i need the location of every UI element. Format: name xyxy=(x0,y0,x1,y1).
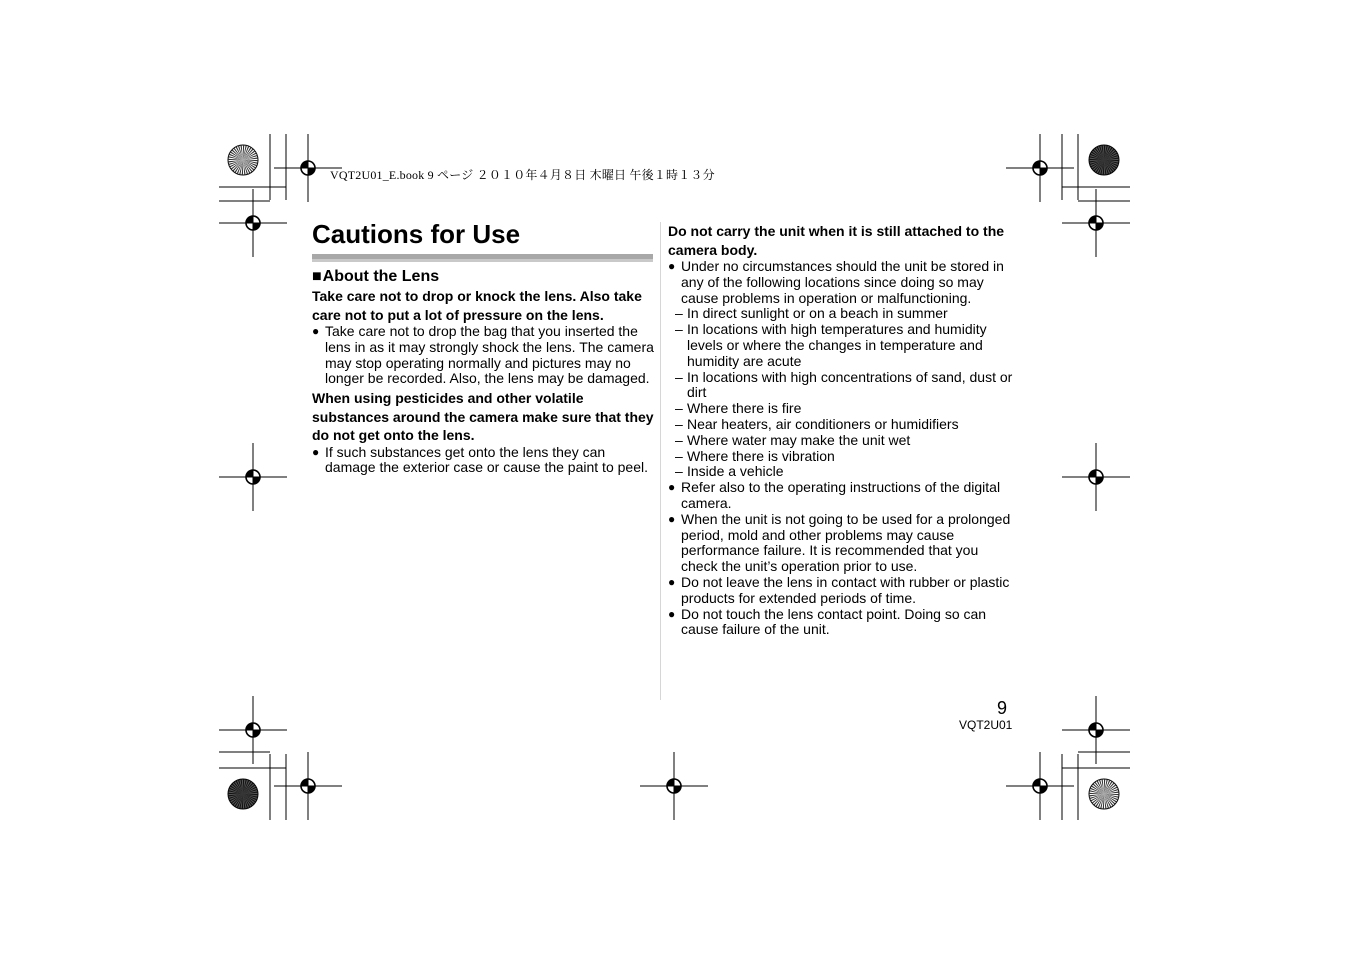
registration-mark-icon xyxy=(1006,752,1074,820)
list-item: ● Refer also to the operating instructions of the digital camera. xyxy=(668,479,1001,511)
registration-mark-icon xyxy=(640,752,708,820)
column-divider xyxy=(660,222,661,700)
section-title: About the Lens xyxy=(322,268,440,285)
model-code: VQT2U01 xyxy=(959,718,1013,732)
bullet-icon: ● xyxy=(668,259,676,273)
registration-mark-icon xyxy=(274,752,342,820)
bullet-icon: ● xyxy=(312,324,320,338)
location-item: – In direct sunlight or on a beach in summer xyxy=(675,305,948,322)
registration-mark-icon xyxy=(219,189,287,257)
list-item: ● When the unit is not going to be used for a prolonged period, mold and other problems may cause performance failure. It is recommended that you check the unit’s operation prior to use. xyxy=(668,510,1011,575)
bullet-icon: ● xyxy=(668,574,676,589)
bullet-icon: ● xyxy=(668,480,676,495)
title-underline xyxy=(312,254,653,262)
star-target-icon xyxy=(1089,779,1119,809)
list-item: ● Under no circumstances should the unit be stored in any of the following locations since doing so may cause problems in operation or malfunctioning. xyxy=(668,258,1004,306)
list-item: ● Take care not to drop the bag that you inserted the lens in as it may strongly shock the lens. The camera may stop operating normally and pictures may no longer be recorded. Also, the lens may be damaged. xyxy=(312,323,654,387)
location-item: – In locations with high concentrations of sand, dust or dirt xyxy=(675,368,1013,401)
page-number: 9 xyxy=(997,698,1008,718)
location-item: – Inside a vehicle xyxy=(675,463,784,480)
location-item: – Where there is fire xyxy=(675,400,802,417)
section-marker: ■ xyxy=(312,268,322,285)
list-item: ● Do not touch the lens contact point. Doing so can cause failure of the unit. xyxy=(668,605,987,638)
left-column xyxy=(312,266,658,476)
header-slug: VQT2U01_E.book 9 ページ ２０１０年４月８日 木曜日 午後１時１３分 xyxy=(330,168,715,182)
page-title: Cautions for Use xyxy=(312,219,521,249)
registration-mark-icon xyxy=(1062,189,1130,257)
pesticides-heading: When using pesticides and other volatile substances around the camera make sure that they do not get onto the lens. xyxy=(312,390,654,444)
location-item: – In locations with high temperatures and humidity levels or where the changes in temperature and humidity are acute xyxy=(675,321,987,369)
registration-mark-icon xyxy=(1062,696,1130,764)
list-item: ● If such substances get onto the lens they can damage the exterior case or cause the paint to peel. xyxy=(312,443,648,476)
right-column xyxy=(668,222,1013,638)
list-item: ● Do not leave the lens in contact with rubber or plastic products for extended periods of time. xyxy=(668,573,1010,606)
star-target-icon xyxy=(228,779,258,809)
bullet-icon: ● xyxy=(668,511,676,526)
registration-mark-icon xyxy=(1006,134,1074,202)
location-item: – Near heaters, air conditioners or humidifiers xyxy=(675,415,959,432)
location-item: – Where water may make the unit wet xyxy=(675,431,911,448)
registration-mark-icon xyxy=(219,443,287,511)
bullet-icon: ● xyxy=(668,606,676,621)
bullet-icon: ● xyxy=(312,444,320,459)
location-item: – Where there is vibration xyxy=(675,447,835,464)
star-target-icon xyxy=(228,145,258,175)
registration-mark-icon xyxy=(219,696,287,764)
registration-mark-icon xyxy=(1062,443,1130,511)
carry-warning-heading: Do not carry the unit when it is still attached to the camera body. xyxy=(668,223,1005,258)
lens-handling-heading: Take care not to drop or knock the lens. Also take care not to put a lot of pressure on the lens. xyxy=(312,288,642,323)
section-heading xyxy=(312,266,658,287)
star-target-icon xyxy=(1089,145,1119,175)
